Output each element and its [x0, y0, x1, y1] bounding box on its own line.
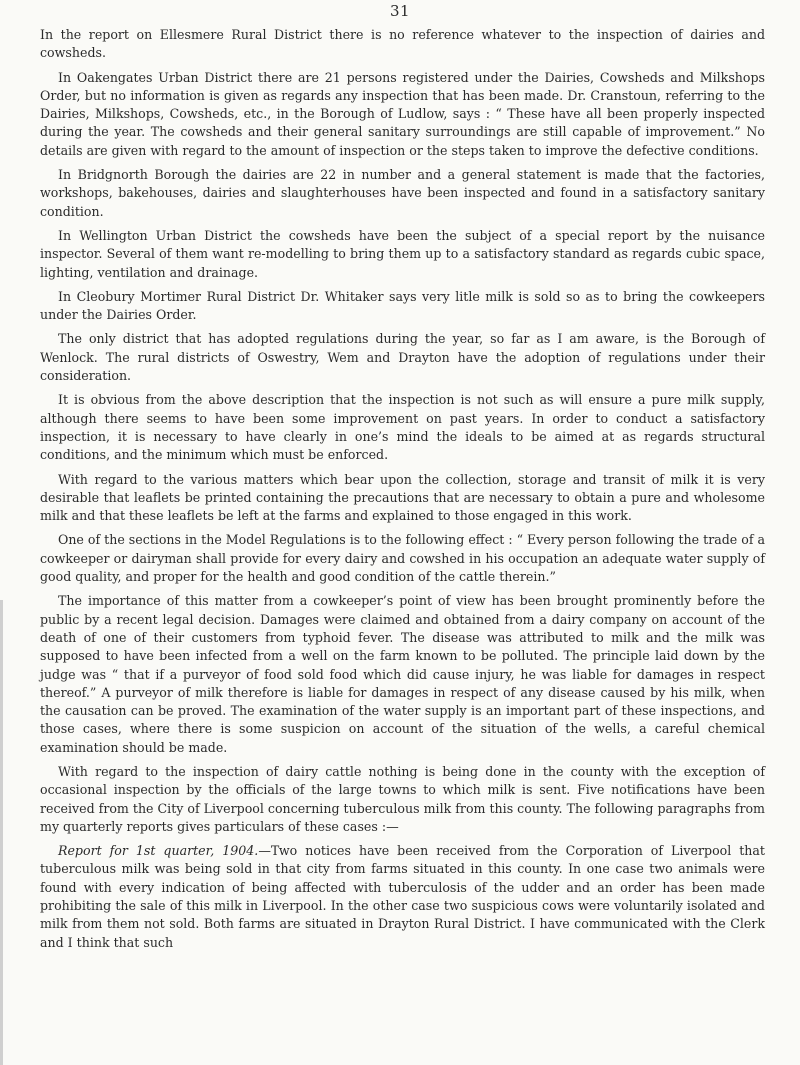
paragraph-cleobury: In Cleobury Mortimer Rural District Dr. Whitaker says very litle milk is sold so as to bring the cowkeepers under the Dairies Order. — [40, 288, 765, 323]
paragraph-regulations: The only district that has adopted regulations during the year, so far as I am aware, is the Borough of Wenlock. The rural districts of Oswestry, Wem and Drayton have the adoption of regulations under their consideration. — [40, 331, 765, 384]
paragraph-oakengates: In Oakengates Urban District there are 21 persons registered under the Dairies, Cowsheds and Milkshops Order, but no information is given as regards any inspection that has been made. Dr. Cranstoun, referring to the Dairies, Milkshops, Cowsheds, etc., in the Borough of Ludlow, says : “ These have all been properly inspected during the year. The cowsheds and their general sanitary surroundings are still capable of improvement.” No details are given with regard to the amount of inspection or the steps taken to improve the defective conditions. — [40, 69, 765, 158]
paragraph-report-quarter — [40, 842, 765, 952]
paragraph-wellington: In Wellington Urban District the cowsheds have been the subject of a special report by the nuisance inspector. Several of them want re-modelling to bring them up to a satisfactory standard as regards cubic space, lighting, ventilation and drainage. — [40, 227, 765, 280]
paragraph-bridgnorth: In Bridgnorth Borough the dairies are 22 in number and a general statement is made that the factories, workshops, bakehouses, dairies and slaughterhouses have been inspected and found in a satisfactory sanitary condition. — [40, 167, 765, 219]
left-margin-shadow — [0, 600, 3, 1065]
paragraph-leaflets: With regard to the various matters which bear upon the collection, storage and transit of milk it is very desirable that leaflets be printed containing the precautions that are necessary to obtain a pure and wholesome milk and that these leaflets be left at the farms and explained to those engaged in this work. — [40, 471, 765, 524]
document-body — [40, 26, 765, 958]
paragraph-model-regulations: One of the sections in the Model Regulations is to the following effect : “ Every person following the trade of a cowkeeper or dairyman shall provide for every dairy and cowshed in his occupation an adequate water supply of good quality, and proper for the health and good condition of the cattle therein.” — [40, 532, 765, 585]
paragraph-dairy-cattle: With regard to the inspection of dairy cattle nothing is being done in the county with the exception of occasional inspection by the officials of the large towns to which milk is sent. Five notifications have been received from the City of Liverpool concerning tuberculous milk from this county. The following paragraphs from my quarterly reports gives particulars of these cases :— — [40, 763, 765, 834]
report-heading: Report for 1st quarter, 1904. — [58, 843, 259, 859]
paragraph-legal-decision: The importance of this matter from a cowkeeper’s point of view has been brought prominently before the public by a recent legal decision. Damages were claimed and obtained from a dairy company on account of the death of one of their customers from typhoid fever. The disease was attributed to milk and the milk was supposed to have been infected from a well on the farm known to be polluted. The principle laid down by the judge was “ that if a purveyor of food sold food which did cause injury, he was liable for damages in respect thereof.” A purveyor of milk therefore is liable for damages in respect of any disease caused by his milk, when the causation can be proved. The examination of the water supply is an important part of these inspections, and those cases, where there is some suspicion on account of the situation of the wells, a careful chemical examination should be made. — [40, 593, 765, 755]
report-text: —Two notices have been received from the Corporation of Liverpool that tuberculous milk was being sold in that city from farms situated in this county. In one case two animals were found with every indication of being affected with tuberculosis of the udder and an order has been made prohibiting the sale of this milk in Liverpool. In the other case two suspicious cows were voluntarily isolated and milk from them not sold. Both farms are situated in Drayton Rural District. I have communicated with the Clerk and I think that such — [40, 843, 765, 950]
paragraph-inspection: It is obvious from the above description that the inspection is not such as will ensure a pure milk supply, although there seems to have been some improvement on past years. In order to conduct a satisfactory inspection, it is necessary to have clearly in one’s mind the ideals to be aimed at as regards structural conditions, and the minimum which must be enforced. — [40, 392, 765, 463]
page-number: 31 — [389, 2, 411, 20]
paragraph-ellesmere: In the report on Ellesmere Rural District there is no reference whatever to the inspection of dairies and cowsheds. — [40, 27, 765, 61]
